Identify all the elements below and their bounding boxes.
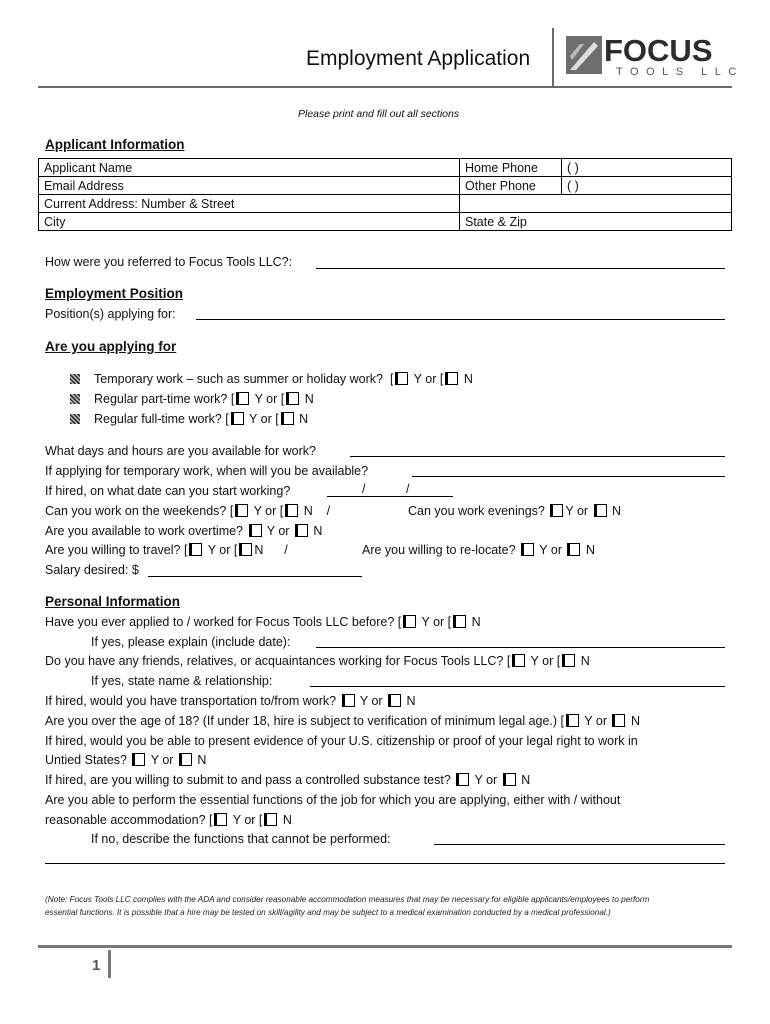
no-label: N <box>197 753 207 767</box>
home-phone-label: Home Phone <box>460 159 562 177</box>
applied-before-row: Have you ever applied to / worked for Focus Tools LLC before? [ Y or [ N <box>45 615 481 629</box>
no-label: N <box>406 694 416 708</box>
positions-input[interactable] <box>196 319 725 320</box>
bullet-icon <box>70 414 80 424</box>
yes-label: Y or <box>530 654 554 668</box>
days-hours-label: What days and hours are you available for work? <box>45 444 316 458</box>
home-phone-field[interactable]: ( ) <box>562 159 732 177</box>
weekends-yes-checkbox[interactable] <box>235 504 248 517</box>
evenings-yes-checkbox[interactable] <box>550 504 563 517</box>
no-label: N <box>612 504 622 518</box>
yes-label: Y or <box>413 372 437 386</box>
no-label: N <box>282 813 292 827</box>
city-field-cell[interactable] <box>39 213 460 231</box>
email-label: Email Address <box>39 177 155 195</box>
page-number: 1 <box>92 957 101 974</box>
salary-label: Salary desired: $ <box>45 563 139 577</box>
other-phone-field[interactable]: ( ) <box>562 177 732 195</box>
friends-no-checkbox[interactable] <box>562 654 575 667</box>
yes-label: Y or <box>207 543 231 557</box>
weekends-label: Can you work on the weekends? <box>45 504 227 518</box>
yes-label: Y or <box>150 753 174 767</box>
relocate-row <box>362 543 595 557</box>
citizenship-line-1: If hired, would you be able to present evidence of your U.S. citizenship or proof of your legal right to work in <box>45 734 638 748</box>
temp-when-input[interactable] <box>412 476 725 477</box>
applied-no-checkbox[interactable] <box>453 615 466 628</box>
overtime-row <box>45 524 322 538</box>
citizenship-row <box>45 753 206 767</box>
parttime-no-checkbox[interactable] <box>286 392 299 405</box>
personal-section-heading: Personal Information <box>45 594 181 609</box>
essential-no-checkbox[interactable] <box>264 813 277 826</box>
yes-label: Y or <box>254 392 278 406</box>
yes-label: Y or <box>359 694 383 708</box>
temporary-yes-checkbox[interactable] <box>395 372 408 385</box>
days-hours-input[interactable] <box>350 456 725 457</box>
logo-subtext: TOOLS LLC <box>616 66 744 78</box>
positions-label: Position(s) applying for: <box>45 307 176 321</box>
address-label: Current Address: Number & Street <box>39 195 460 213</box>
transportation-yes-checkbox[interactable] <box>342 694 355 707</box>
ada-note-line-1: (Note: Focus Tools LLC complies with the ADA and consider reasonable accommodation measures that may be necessary for eligible applicants/employees to perform <box>45 895 650 904</box>
overtime-label: Are you available to work overtime? <box>45 524 244 538</box>
logo-wordmark: FOCUS <box>604 33 713 68</box>
relocate-no-checkbox[interactable] <box>567 543 580 556</box>
ada-note-line-2: essential functions. It is possible that a hire may be tested on skill/agility and may be subject to a medical examination conducted by a medical professional.) <box>45 908 611 917</box>
no-label: N <box>521 773 531 787</box>
employment-section-heading: Employment Position <box>45 286 184 301</box>
essential-line-1: Are you able to perform the essential functions of the job for which you are applying, either with / without <box>45 793 621 807</box>
essential-yes-checkbox[interactable] <box>214 813 227 826</box>
transportation-row <box>45 694 416 708</box>
applied-before-label: Have you ever applied to / worked for Focus Tools LLC before? <box>45 615 395 629</box>
applying-temporary-row: Temporary work – such as summer or holiday work? [ Y or [ N <box>70 372 473 386</box>
fulltime-no-checkbox[interactable] <box>281 412 294 425</box>
applying-temporary-label: Temporary work – such as summer or holiday work? <box>94 372 383 386</box>
start-date-label: If hired, on what date can you start working? <box>45 484 291 498</box>
applying-parttime-label: Regular part-time work? <box>94 392 228 406</box>
header-divider <box>38 86 732 88</box>
applying-fulltime-label: Regular full-time work? <box>94 412 222 426</box>
footer-divider <box>38 945 732 948</box>
referral-question: How were you referred to Focus Tools LLC?: <box>45 255 293 269</box>
applied-yes-checkbox[interactable] <box>403 615 416 628</box>
logo-mark-icon <box>566 36 602 74</box>
email-field[interactable] <box>154 177 460 195</box>
applying-for-heading: Are you applying for <box>45 339 177 354</box>
no-label: N <box>585 543 595 557</box>
yes-label: Y or <box>565 504 589 518</box>
no-label: N <box>313 524 323 538</box>
travel-label: Are you willing to travel? <box>45 543 181 557</box>
date-separator: / <box>406 482 410 496</box>
yes-label: Y or <box>253 504 277 518</box>
age-no-checkbox[interactable] <box>612 714 625 727</box>
instructions-subtitle: Please print and fill out all sections <box>298 108 460 120</box>
citizenship-yes-checkbox[interactable] <box>132 753 145 766</box>
friends-label: Do you have any friends, relatives, or acquaintances working for Focus Tools LLC? <box>45 654 504 668</box>
state-zip-field-cell[interactable] <box>460 213 732 231</box>
yes-label: Y or <box>421 615 445 629</box>
citizenship-no-checkbox[interactable] <box>179 753 192 766</box>
fulltime-yes-checkbox[interactable] <box>231 412 244 425</box>
substance-label: If hired, are you willing to submit to and pass a controlled substance test? <box>45 773 451 787</box>
weekends-no-checkbox[interactable] <box>285 504 298 517</box>
evenings-label: Can you work evenings? <box>408 504 545 518</box>
parttime-yes-checkbox[interactable] <box>236 392 249 405</box>
temp-when-label: If applying for temporary work, when will you be available? <box>45 464 369 478</box>
substance-row <box>45 773 530 787</box>
yes-label: Y or <box>232 813 256 827</box>
separator: / <box>326 504 331 518</box>
explain-label: If yes, please explain (include date): <box>91 635 291 649</box>
no-label: N <box>580 654 590 668</box>
applying-parttime-row: Regular part-time work? [ Y or [ N <box>70 392 314 406</box>
overtime-no-checkbox[interactable] <box>295 524 308 537</box>
other-phone-label: Other Phone <box>460 177 562 195</box>
travel-row: Are you willing to travel? [ Y or [ N / <box>45 543 288 557</box>
yes-label: Y or <box>584 714 607 728</box>
page-title: Employment Application <box>306 47 531 70</box>
relocate-label: Are you willing to re-locate? <box>362 543 516 557</box>
no-label: N <box>299 412 309 426</box>
age-yes-checkbox[interactable] <box>566 714 579 727</box>
page-number-divider <box>108 950 111 978</box>
evenings-no-checkbox[interactable] <box>594 504 607 517</box>
yes-label: Y or <box>539 543 562 557</box>
describe-input[interactable] <box>434 844 725 845</box>
bullet-icon <box>70 394 80 404</box>
describe-label: If no, describe the functions that cannot be performed: <box>91 832 391 846</box>
start-date-input[interactable] <box>327 496 453 497</box>
weekends-row: Can you work on the weekends? [ Y or [ N / <box>45 504 331 518</box>
friends-row: Do you have any friends, relatives, or acquaintances working for Focus Tools LLC? [ Y or [ N <box>45 654 590 668</box>
travel-yes-checkbox[interactable] <box>189 543 202 556</box>
yes-label: Y or <box>249 412 272 426</box>
no-label: N <box>630 714 640 728</box>
applicant-name-label: Applicant Name <box>39 159 155 177</box>
overtime-yes-checkbox[interactable] <box>249 524 262 537</box>
substance-yes-checkbox[interactable] <box>456 773 469 786</box>
applicant-table <box>38 158 732 231</box>
state-zip-label: State & Zip <box>465 214 527 229</box>
friends-yes-checkbox[interactable] <box>512 654 525 667</box>
essential-line-2: reasonable accommodation? <box>45 813 206 827</box>
state-name-input[interactable] <box>310 686 725 687</box>
yes-label: Y or <box>474 773 498 787</box>
essential-row: reasonable accommodation? [ Y or [ N <box>45 813 292 827</box>
explain-input[interactable] <box>316 647 725 648</box>
describe-input-extra-line[interactable] <box>45 863 725 864</box>
age-row: Are you over the age of 18? (If under 18, hire is subject to verification of minimum legal age.) [ Y or N <box>45 714 640 728</box>
relocate-yes-checkbox[interactable] <box>521 543 534 556</box>
citizenship-line-2: Untied States? <box>45 753 127 767</box>
date-separator: / <box>362 482 366 496</box>
substance-no-checkbox[interactable] <box>503 773 516 786</box>
applicant-name-field[interactable] <box>154 159 460 177</box>
transportation-label: If hired, would you have transportation to/from work? <box>45 694 337 708</box>
applying-fulltime-row: Regular full-time work? [ Y or [ N <box>70 412 308 426</box>
header-vertical-divider <box>552 28 554 86</box>
salary-input[interactable] <box>148 576 362 577</box>
state-name-label: If yes, state name & relationship: <box>91 674 273 688</box>
applicant-section-heading: Applicant Information <box>45 137 185 152</box>
address-field[interactable] <box>460 195 732 213</box>
temporary-no-checkbox[interactable] <box>445 372 458 385</box>
city-label: City <box>44 214 66 229</box>
no-label: N <box>471 615 481 629</box>
evenings-row <box>408 504 621 518</box>
no-label: N <box>303 504 313 518</box>
no-label: N <box>304 392 314 406</box>
travel-no-checkbox[interactable] <box>239 543 252 556</box>
no-label: N <box>463 372 473 386</box>
separator: / <box>284 543 288 557</box>
bullet-icon <box>70 374 80 384</box>
yes-label: Y or <box>266 524 290 538</box>
age-label: Are you over the age of 18? (If under 18, hire is subject to verification of minimum legal age.) <box>45 714 558 728</box>
no-label: N <box>254 543 264 557</box>
referral-input[interactable] <box>316 268 725 269</box>
transportation-no-checkbox[interactable] <box>388 694 401 707</box>
